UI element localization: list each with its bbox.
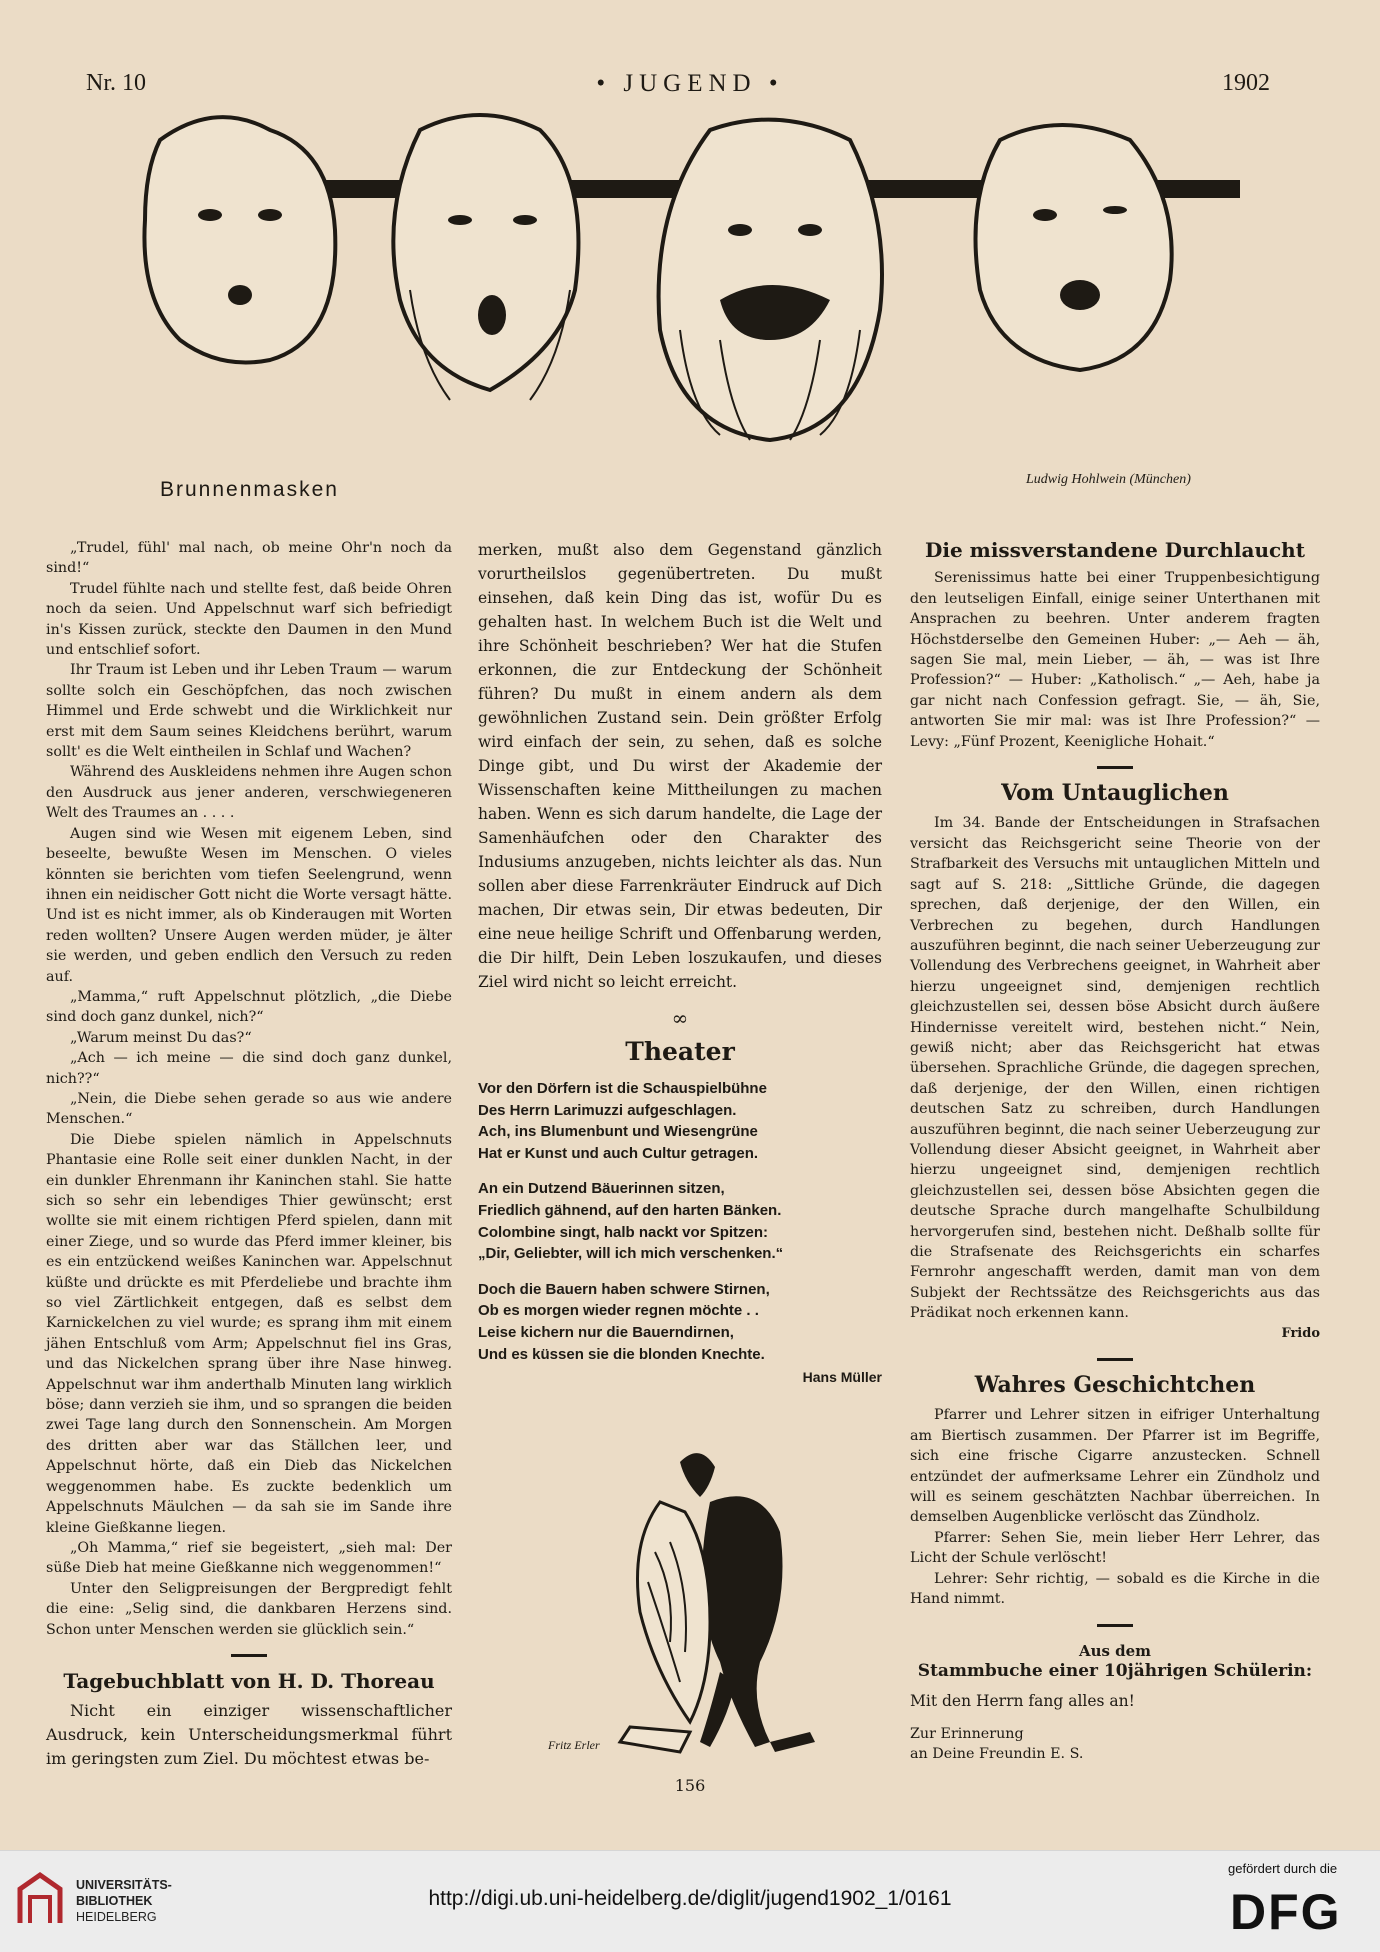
- poem-author: Hans Müller: [802, 1369, 882, 1386]
- story-paragraph: Während des Auskleidens nehmen ihre Augen schon den Ausdruck aus jener anderen, verschwiegeneren Welt des Traumes an . . . .: [46, 764, 452, 822]
- story-paragraph: „Warum meinst Du das?“: [70, 1029, 252, 1046]
- stammbuch-closing-1: Zur Erinnerung: [910, 1725, 1024, 1742]
- theater-heading: Theater: [625, 1037, 735, 1066]
- story-paragraph: Die Diebe spielen nämlich in Appelschnuts Phantasie eine Rolle seit einer dunklen Nacht, in der ein dunkler Ehrenmann ihr Kaninchen stahl. Sie hatte sich so sehr ein lebendiges Thier gewünscht; erst wollte sie mit einem richtigen Pferd spielen, dann mit einer Ziege, und so wurde das Pferd immer kleiner, bis es ein entzückend weißes Kaninchen war. Appelschnut küßte und drückte es mit Pferdeliebe und brachte ihm so viel Zärtlichkeit entgegen, daß es selbst dem Karnickelchen zu viel wurde; es sprang ihm mit einem jähen Entschluß vom Arm; Appelschnut fiel ins Gras, und das Nickelchen sprang über ihre Nase hinweg. Appelschnut war ihm anderthalb Minuten lang wirklich böse; dann verzieh sie ihm, und so sprangen die beiden zwei Tage lang durch den Sonnenschein. Am Morgen des dritten aber war das Ställchen leer, und Appelschnut hörte, daß ein Dieb das Nickelchen weggenommen habe. Es zuckte bedenklich um Appelschnuts Mäulchen — da sah sie im Sande ihre kleine Gießkanne liegen.: [46, 1131, 452, 1536]
- poem-line: An ein Dutzend Bäuerinnen sitzen,: [478, 1180, 725, 1198]
- section-divider: [231, 1654, 267, 1657]
- poem-line: Des Herrn Larimuzzi aufgeschlagen.: [478, 1101, 737, 1119]
- issue-number: Nr. 10: [86, 70, 146, 96]
- library-name-line: UNIVERSITÄTS-: [76, 1878, 172, 1892]
- untauglich-author: Frido: [1281, 1325, 1320, 1341]
- section-divider: [1097, 1358, 1133, 1361]
- untauglich-heading: Vom Untauglichen: [1001, 780, 1229, 807]
- thoreau-heading: Tagebuchblatt von H. D. Thoreau: [63, 1668, 435, 1693]
- stammbuch-verse: Mit den Herrn fang alles an!: [910, 1692, 1135, 1711]
- lehrer-line: Lehrer: Sehr richtig, — sobald es die Kirche in die Hand nimmt.: [910, 1570, 1320, 1608]
- story-paragraph: „Trudel, fühl' mal nach, ob meine Ohr'n noch da sind!“: [46, 540, 452, 577]
- stammbuch-heading-line2: Stammbuche einer 10jährigen Schülerin:: [917, 1660, 1313, 1681]
- pfarrer-line: Pfarrer: Sehen Sie, mein lieber Herr Lehrer, das Licht der Schule verlöscht!: [910, 1529, 1320, 1567]
- poem-line: Und es küssen sie die blonden Knechte.: [478, 1345, 765, 1363]
- stammbuch-closing-2: an Deine Freundin E. S.: [910, 1746, 1084, 1763]
- section-divider: [1097, 1624, 1133, 1627]
- poem-stanza: [478, 1178, 882, 1264]
- poem-line: „Dir, Geliebter, will ich mich verschenken.“: [478, 1245, 784, 1263]
- poem-stanza: [478, 1279, 882, 1365]
- geschichtchen-text: Pfarrer und Lehrer sitzen in eifriger Unterhaltung am Biertisch zusammen. Der Pfarrer ist im Begriffe, sich eine frische Cigarre anzustecken. Schnell entzündet der aufmerksame Lehrer ein Zündholz und will es seinem geschätzten Nachbar überreichen. In demselben Augenblicke verlöscht das Zündholz.: [910, 1407, 1320, 1526]
- poem-line: Colombine singt, halb nackt vor Spitzen:: [478, 1223, 769, 1241]
- poem-line: Vor den Dörfern ist die Schauspielbühne: [478, 1080, 767, 1097]
- poem-stanza: [478, 1078, 882, 1164]
- durchlaucht-text: Serenissimus hatte bei einer Truppenbesichtigung den leutseligen Einfall, einige seiner Unterthanen mit Ansprachen zu beehren. Unter anderem fragten Höchstderselbe den Gemeinen Huber: „— Aeh — äh, sagen Sie mal, mein Lieber, — äh, — was ist Ihre Profession?“ — Huber: „Katholisch.“ „— Aeh, habe ja gar nicht nach Confession gefragt. Sie, — äh, Sie, antworten Sie mir mal: was ist Ihre Profession?“ — Levy: „Fünf Prozent, Keenigliche Hohait.“: [910, 570, 1320, 750]
- story-paragraph: Augen sind wie Wesen mit eigenem Leben, sind beseelte, bewußte Wesen im Menschen. O vieles könnten sie berichten vom tiefen Seelengrund, wenn ihnen ein neidischer Gott nicht die Worte versagt hätte. Und ist es nicht immer, als ob Kinderaugen mit Worten reden wollten? Unsere Augen werden müder, je älter sie werden, und geben endlich den Versuch zu reden auf.: [46, 825, 452, 985]
- poem-line: Leise kichern nur die Bauerndirnen,: [478, 1323, 734, 1341]
- story-paragraph: „Mamma,“ ruft Appelschnut plötzlich, „die Diebe sind doch ganz dunkel, nich?“: [46, 988, 452, 1026]
- story-paragraph: Trudel fühlte nach und stellte fest, daß beide Ohren noch da seien. Und Appelschnut warf sich befriedigt in's Kissen zurück, steckte den Daumen in den Mund und entschlief sofort.: [46, 580, 452, 659]
- eagle-figure-illustration: [560, 1442, 860, 1762]
- thoreau-continuation: merken, mußt also dem Gegenstand gänzlich vorurtheilslos gegenübertreten. Du mußt einsehen, daß kein Ding das ist, wofür Du es gehalten hast. In welchem Buch ist die Welt und ihre Schönheit beschrieben? Wer hat die Stufen erkonnen, die zur Entdeckung der Schönheit führen? Du mußt in einem andern als dem gewöhnlichen Zustand sein. Dein größter Erfolg wird einfach der sein, zu sehen, daß es solche Dinge gibt, und Du wirst der Akademie der Wissenschaften keine Mittheilungen zu machen haben. Wenn es sich darum handelte, die Lage der Samenhäufchen oder den Charakter des Indusiums anzugeben, nichts leichter als das. Nun sollen aber diese Farrenkräuter Eindruck auf Dich machen, Dir etwas sein, Dir etwas bedeuten, Dir eine neue heilige Schrift und Offenbarung werden, die Dir hilft, Dein Leben loszukaufen, und dieses Ziel wird nicht so leicht erreicht.: [478, 541, 882, 991]
- library-name-line: HEIDELBERG: [76, 1910, 157, 1924]
- thoreau-text: Nicht ein einziger wissenschaftlicher Ausdruck, kein Unterscheidungsmerkmal führt im geringsten zum Ziel. Du möchtest etwas be-: [46, 1701, 452, 1769]
- geschichtchen-heading: Wahres Geschichtchen: [974, 1372, 1256, 1399]
- illustration-caption: Brunnenmasken: [160, 478, 339, 501]
- permalink-url[interactable]: http://digi.ub.uni-heidelberg.de/diglit/jugend1902_1/0161: [428, 1887, 952, 1910]
- story-paragraph: Unter den Seligpreisungen der Bergpredigt fehlt die eine: „Selig sind, die dankbaren Herzens sind. Schon unter Menschen werden sie glücklich sein.“: [46, 1580, 452, 1638]
- story-paragraph: „Nein, die Diebe sehen gerade so aus wie andere Menschen.“: [46, 1090, 452, 1128]
- story-paragraph: Ihr Traum ist Leben und ihr Leben Traum — warum sollte solch ein Geschöpfchen, das noch zwischen Himmel und Erde schwebt und die Wirklichkeit nur erst mit dem Saum seines Kleidchens berührt, warum sollt' es die Welt eintheilen in Schlaf und Wachen?: [46, 662, 452, 761]
- poem-line: Ob es morgen wieder regnen möchte . .: [478, 1302, 759, 1320]
- theater-poem: [478, 1078, 882, 1389]
- digitization-footer: [0, 1850, 1380, 1952]
- story-paragraph: „Ach — ich meine — die sind doch ganz dunkel, nich??“: [46, 1050, 452, 1087]
- column-right: [910, 538, 1320, 1765]
- column-left: [46, 538, 452, 1771]
- poem-line: Ach, ins Blumenbunt und Wiesengrüne: [478, 1123, 758, 1141]
- stammbuch-heading-line1: Aus dem: [1078, 1641, 1152, 1660]
- untauglich-text: Im 34. Bande der Entscheidungen in Strafsachen versicht das Reichsgericht seine Theorie von der Strafbarkeit des Versuchs mit untauglichen Mitteln und sagt auf S. 218: „Sittliche Gründe, die dagegen sprechen, daß derjenige, der den Willen, ein Verbrechen zu begehen, durch Handlungen auszuführen beginnt, die nach seiner Ueberzeugung zur Vollendung des Verbrechens geeignet, in Wahrheit aber hierzu ungeeignet sind, demjenigen rechtlich gleichzustellen sei, dessen böse Absicht durch äußere Hindernisse vereitelt wird, bestehen nicht.“ Nein, gewiß nicht; aber das Reichsgericht hat etwas übersehen. Sprachliche Gründe, die dagegen sprechen, daß derjenige, der den Willen, einen richtigen deutschen Satz zu schreiben, durch Handlungen auszuführen beginnt, die nach seiner Ueberzeugung zur Vollendung dieser Absicht geeignet, in Wahrheit aber hierzu ungeeignet sind, demjenigen rechtlich gleichzustellen sei, dessen böse Absichten gegen die deutsche Sprache durch mangelhafte Schulbildung hervorgerufen sind, bestehen nicht. Deßhalb sollte für die Strafsenate des Reichsgerichts ein scharfes Fernrohr angeschafft werden, damit man von dem Subjekt der Rechtssätze des Reichsgerichts aus das Prädikat noch erkennen kann.: [910, 815, 1320, 1322]
- figure-credit: Fritz Erler: [548, 1738, 600, 1752]
- column-middle: [478, 538, 882, 1389]
- magazine-title: • JUGEND •: [596, 70, 784, 97]
- poem-line: Doch die Bauern haben schwere Stirnen,: [478, 1280, 770, 1298]
- ornament-divider: ∞: [671, 1006, 689, 1030]
- story-paragraph: „Oh Mamma,“ rief sie begeistert, „sieh mal: Der süße Dieb hat meine Gießkanne nich weggenommen!“: [46, 1539, 452, 1577]
- poem-line: Hat er Kunst und auch Cultur getragen.: [478, 1144, 759, 1162]
- issue-year: 1902: [1222, 70, 1270, 96]
- page-number: 156: [674, 1776, 706, 1795]
- fountain-masks-illustration: [120, 110, 1270, 450]
- illustration-credit: Ludwig Hohlwein (München): [1026, 472, 1191, 487]
- funding-caption: gefördert durch die: [1228, 1861, 1338, 1876]
- poem-line: Friedlich gähnend, auf den harten Bänken.: [478, 1201, 782, 1219]
- section-divider: [1097, 766, 1133, 769]
- library-name-line: BIBLIOTHEK: [76, 1894, 153, 1908]
- durchlaucht-heading: Die missverstandene Durchlaucht: [925, 538, 1305, 562]
- dfg-logo: DFG: [1230, 1884, 1342, 1940]
